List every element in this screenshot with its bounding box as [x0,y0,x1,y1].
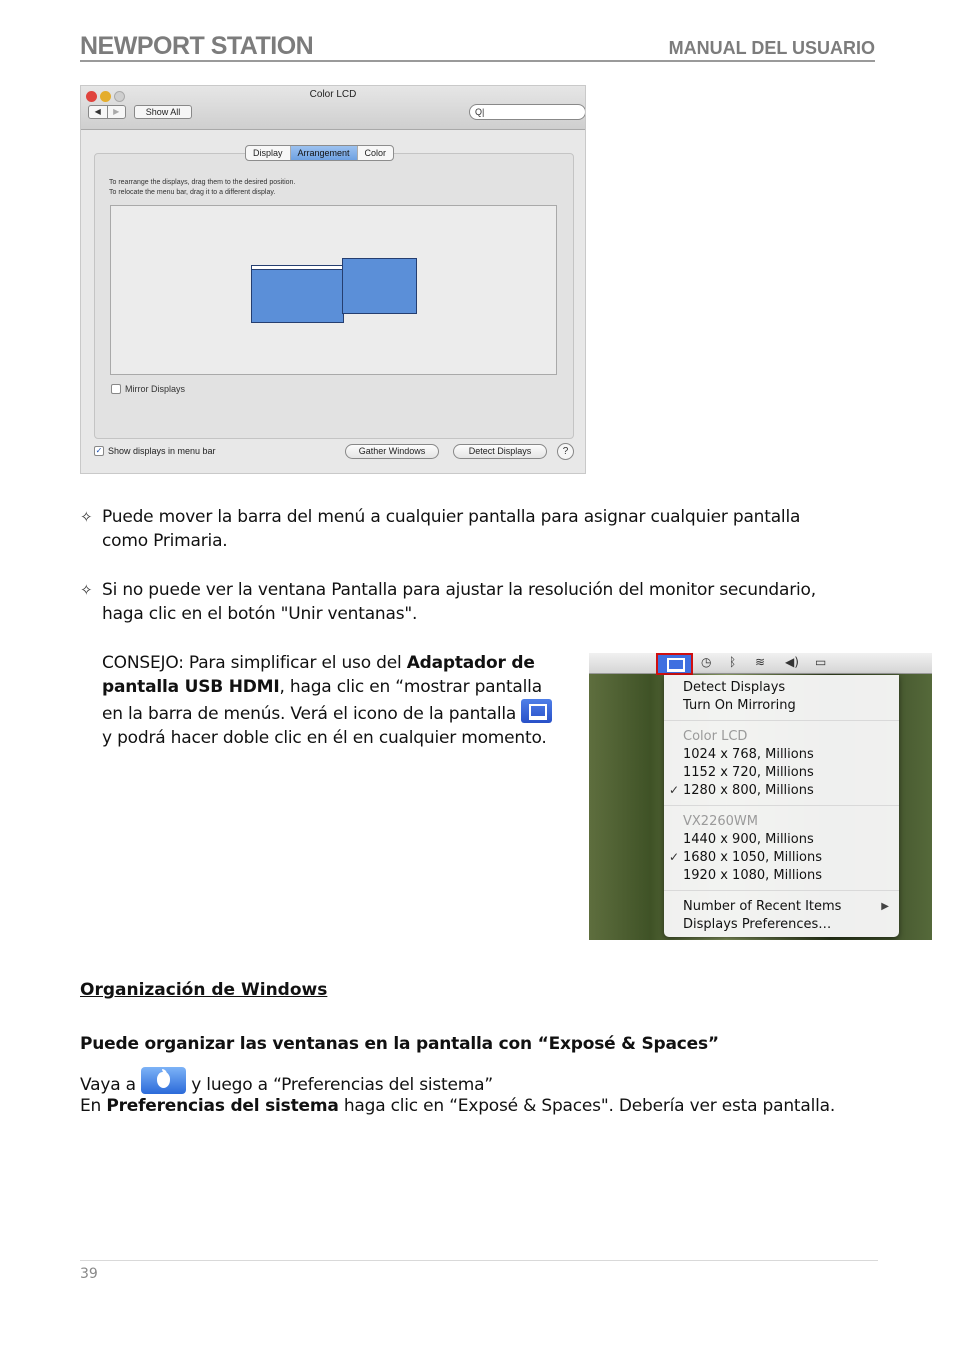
menu-bar-indicator [252,266,343,270]
menu-item: 1920 x 1080, Millions [683,868,823,883]
time-machine-icon: ◷ [701,655,712,669]
menu-section-header: VX2260WM [683,814,758,829]
page-header [80,32,875,62]
instruction-text: Vaya a [80,1075,142,1095]
instruction-line [80,1094,840,1119]
checkbox-checked-icon: ✓ [95,446,103,455]
show-all-button: Show All [134,105,192,119]
bullet-item [80,578,840,626]
tip-text: CONSEJO: Para simplificar el uso del [102,653,407,673]
sparkle-bullet-icon: ✧ [80,581,93,599]
menu-item: Turn On Mirroring [683,698,796,713]
menu-bar [589,653,932,674]
tip-text: y podrá hacer doble clic en él en cualquier momento. [102,728,547,748]
bullet-item [80,505,840,553]
mirror-displays-option [111,384,185,394]
display-arrangement-area [110,205,557,375]
prefs-tabs [245,145,394,161]
menu-item: Detect Displays [683,680,786,695]
checkbox-unchecked-icon [111,384,121,394]
checkmark-icon: ✓ [669,850,680,864]
menu-separator [664,890,899,891]
display-preferences-screenshot [80,85,586,474]
menu-section-header: Color LCD [683,729,748,744]
help-icon: ? [557,443,574,460]
menu-item: 1440 x 900, Millions [683,832,814,847]
nav-buttons [88,105,126,119]
footer-divider [80,1260,878,1261]
tab-arrangement: Arrangement [290,146,357,160]
header-title: NEWPORT STATION [80,32,314,60]
header-subtitle: MANUAL DEL USUARIO [668,38,875,58]
menu-item: 1680 x 1050, Millions [683,850,823,865]
menu-item: 1152 x 720, Millions [683,765,814,780]
menu-separator [664,805,899,806]
sparkle-bullet-icon: ✧ [80,508,93,526]
detect-displays-button: Detect Displays [453,444,547,459]
display-menu-screenshot [589,653,932,940]
tab-color: Color [357,146,394,160]
secondary-display-thumbnail [342,258,417,314]
apple-menu-icon [141,1067,186,1094]
page-number: 39 [80,1266,98,1282]
display-menu-icon [521,699,552,723]
menu-item: Displays Preferences… [683,917,832,932]
bullet-text: Puede mover la barra del menú a cualquier pantalla para asignar cualquier pantalla como Primaria. [102,507,801,551]
window-toolbar [81,86,585,130]
forward-arrow-icon: ▶ [107,106,126,118]
display-dropdown-menu [664,675,899,937]
tip-bold-text: Adaptador de pantalla USB HDMI [102,653,535,697]
battery-icon: ▭ [815,655,827,669]
tip-text: , haga clic en “mostrar pantalla en la barra de menús. Verá el icono de la pantalla [102,677,542,724]
bullet-text: Si no puede ver la ventana Pantalla para ajustar la resolución del monitor secundario, haga clic en el botón "Unir ventanas". [102,580,816,624]
menu-item: Number of Recent Items [683,899,842,914]
gather-windows-button: Gather Windows [345,444,439,459]
show-in-menubar-label: Show displays in menu bar [108,446,216,456]
menu-separator [664,720,899,721]
tip-paragraph [102,651,562,750]
instruction-text: haga clic en “Exposé & Spaces". Debería ver esta pantalla. [338,1096,836,1116]
checkmark-icon: ✓ [669,783,680,797]
submenu-arrow-icon: ▶ [881,901,889,912]
tab-display: Display [253,148,283,158]
back-arrow-icon: ◀ [94,107,101,116]
show-in-menubar-option [94,446,216,456]
section-title: Organización de Windows [80,980,328,1000]
instruction-line: To relocate the menu bar, drag it to a different display. [109,189,276,196]
section-subtitle: Puede organizar las ventanas en la pantalla con “Exposé & Spaces” [80,1034,719,1054]
arrangement-instructions [109,178,295,198]
volume-icon: ◀) [785,655,799,669]
instruction-line: To rearrange the displays, drag them to the desired position. [109,179,296,186]
menu-item: 1280 x 800, Millions [683,783,814,798]
primary-display-thumbnail [251,265,344,323]
search-field: Q| [469,104,586,120]
bluetooth-icon: ᛒ [729,655,737,669]
instruction-text: y luego a “Preferencias del sistema” [186,1075,493,1095]
mirror-displays-label: Mirror Displays [125,384,186,394]
display-menu-icon [656,653,693,675]
window-title: Color LCD [309,89,357,100]
menu-item: 1024 x 768, Millions [683,747,814,762]
wifi-icon: ≋ [755,655,766,669]
instruction-text: En [80,1096,107,1116]
instruction-bold-text: Preferencias del sistema [106,1096,339,1116]
